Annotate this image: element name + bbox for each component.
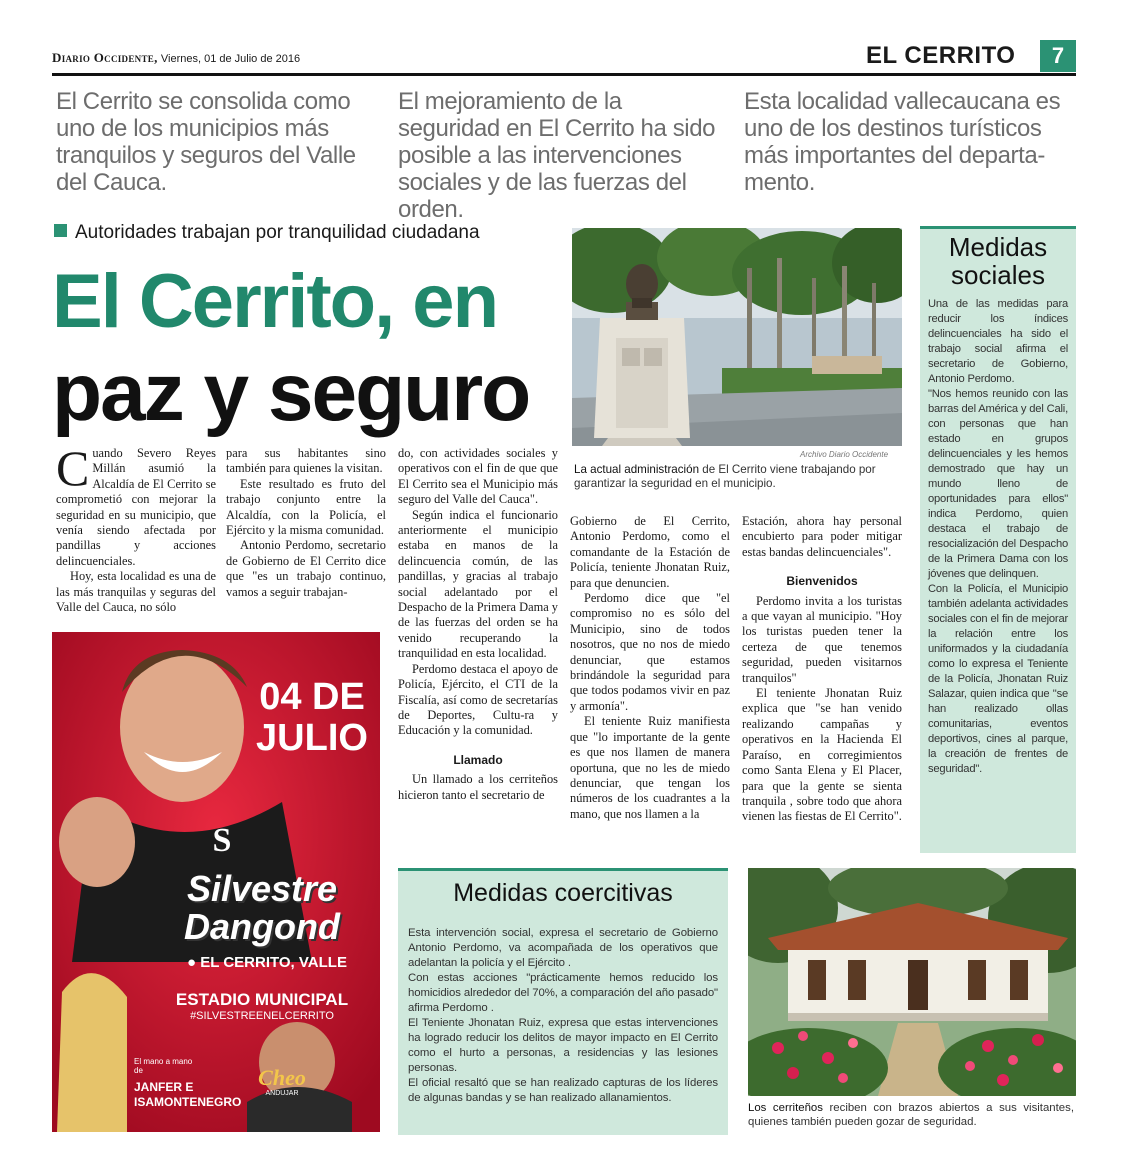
article-column-3: [398, 446, 558, 803]
box-medidas-coercitivas: [398, 868, 728, 1135]
box-paragraph: Con estas acciones "prácticamente hemos reducido los homicidios alrededor del 70%, a comparación del año pasado" afirma Perdomo .: [408, 972, 718, 1014]
article-paragraph: Según indica el funcionario anteriormente el municipio estaba en manos de la delincuencia común, de las pandillas, y gracias al trabajo social adelantado por el Despacho de la Primera Dama y de las fuerzas del orden se ha venido recuperando la tranquilidad en esta localidad.: [398, 507, 558, 661]
ad-brand-logo: Cheo ANDUJAR: [258, 1065, 306, 1097]
page-number: 7: [1040, 40, 1076, 72]
location-pin-icon: ●: [187, 954, 201, 971]
sidebar-paragraph: Una de las medidas para reducir los índices delincuenciales ha sido el trabajo social afirma el secretario de Gobierno, Antonio Perdomo.: [928, 298, 1068, 385]
header-rule: [52, 73, 1076, 76]
concert-advertisement: [52, 632, 380, 1132]
caption-lead: La actual administración: [574, 463, 700, 476]
section-name: EL CERRITO: [866, 42, 1016, 69]
box-paragraph: Esta intervención social, expresa el secretario de Gobierno Antonio Perdomo, va acompañada de los operativos que adelantan la policía y el Ejército .: [408, 927, 718, 969]
box-body: [408, 926, 718, 1106]
headline-line-1: El Cerrito, en: [52, 259, 497, 344]
article-paragraph: do, con actividades sociales y operativos con el fin de que que El Cerrito sea el Municipio más seguro del Valle del Cauca".: [398, 446, 558, 507]
ad-hashtag: #SILVESTREENELCERRITO: [190, 1010, 334, 1022]
subhead-llamado: Llamado: [453, 752, 503, 767]
kicker: [54, 222, 480, 244]
ad-artist-line-1: Silvestre: [186, 868, 338, 909]
headline-line-2: paz y seguro: [52, 347, 530, 438]
article-paragraph: Antonio Perdomo, secretario de Gobierno de El Cerrito dice que "es un trabajo continuo, vamos a seguir trabajan-: [226, 538, 386, 599]
ad-venue: ESTADIO MUNICIPAL: [175, 990, 349, 1009]
sidebar-paragraph: "Nos hemos reunido con las barras del América y del Cali, con personas que han estado en grupos delincuenciales y les hemos demostrado que hay un mundo lleno de oportunidades para ellos" indica Perdomo, quien destaca el trabajo de resocialización del Despacho de la Primera Dama con los jóvenes que delinquen.: [928, 388, 1068, 580]
photo-credit: Archivo Diario Occidente: [800, 450, 889, 459]
kicker-square-icon: [54, 224, 67, 237]
article-paragraph: El teniente Jhonatan Ruiz explica que "se han venido realizando campañas y operativos en la Hacienda El Paraíso, en corregimientos como Santa Elena y El Placer, para que la gente se sienta tranquila , sobre todo que ahora vienen las fiestas de El Cerrito".: [742, 686, 902, 824]
box-paragraph: El oficial resaltó que se han realizado capturas de los líderes de algunas bandas y se han realizado allanamientos.: [408, 1077, 718, 1104]
ad-monogram-icon: S: [212, 822, 232, 859]
article-paragraph: Perdomo destaca el apoyo de Policía, Ejército, el CTI de la Fiscalía, así como de secretarías de Deportes, Cultu-ra y Educación y la comunidad.: [398, 661, 558, 738]
sidebar-body: [928, 297, 1068, 777]
caption-text: reciben con brazos abiertos a sus visitantes, quienes también pueden gozar de seguridad.: [748, 1102, 1074, 1128]
ad-opening-acts: JANFER E ISAMONTENEGRO: [134, 1080, 242, 1109]
ad-location: ● EL CERRITO, VALLE: [187, 954, 347, 971]
article-paragraph: Gobierno de El Cerrito, Antonio Perdomo, como el comandante de la Estación de Policía, teniente Jhonatan Ruiz, para que denuncien.: [570, 514, 730, 590]
article-paragraph: Estación, ahora hay personal encubierto para poder mitigar estas bandas delincuenciales".: [742, 514, 902, 559]
sidebar-paragraph: Con la Policía, el Municipio también adelanta actividades sociales con el fin de mejorar la relación entre los uniformados y la ciudadanía como lo expresa el Teniente de la Policía, Jhonatan Ruiz Salazar, quien indica que "se han realizado ollas comunitarias, eventos deportivos, cines al parque, la creación de frentes de seguridad".: [928, 583, 1068, 775]
deck-2: El mejoramiento de la seguridad en El Cerrito ha sido posible a las intervenciones sociales y de las fuerzas del orden.: [398, 88, 716, 223]
box-title: Medidas coercitivas: [453, 879, 673, 907]
article-paragraph: Perdomo dice que "el compromiso no es sólo del Municipio, sino de todos nosotros, que no nos de miedo denunciar, que estamos brindándole la seguridad para que todos podamos vivir en paz y armonía".: [570, 591, 730, 713]
caption-text: de El Cerrito viene trabajando por garantizar la seguridad en el municipio.: [574, 463, 876, 490]
ad-date-line-2: JULIO: [256, 717, 368, 759]
hacienda-illustration: [748, 868, 1076, 1096]
article-paragraph: Un llamado a los cerriteños hicieron tanto el secretario de: [398, 772, 558, 802]
article-paragraph: Este resultado es fruto del trabajo conjunto entre la Alcaldía, con la Policía, el Ejército y la misma comunidad.: [226, 476, 386, 538]
article-column-1: [56, 440, 216, 615]
ad-artist-line-2: Dangond: [184, 906, 340, 947]
masthead: [52, 50, 300, 66]
article-paragraph: Perdomo invita a los turistas a que vayan al municipio. "Hoy los turistas pueden tener la certeza de que tenemos seguridad, pueden visitarnos tranquilos": [742, 593, 902, 685]
article-column-4: [570, 514, 730, 822]
deck-1: El Cerrito se consolida como uno de los municipios más tranquilos y seguros del Valle del Cauca.: [56, 88, 356, 196]
article-paragraph: Hoy, esta localidad es una de las más tranquilas y seguras del Valle del Cauca, no sólo: [56, 569, 216, 615]
sidebar-title: Medidas sociales: [948, 232, 1048, 290]
ad-date-line-1: 04 DE: [259, 676, 365, 718]
plaza-illustration: [572, 228, 902, 446]
article-paragraph: Cuando Severo Reyes Millán asumió la Alcaldía de El Cerrito se comprometió con mejorar la seguridad en su municipio, que venía siendo afectada por pandillas y acciones delincuenciales.: [56, 440, 216, 568]
sidebar-medidas-sociales: [920, 226, 1076, 853]
deck-3: Esta localidad vallecaucana es uno de los destinos turísticos más importantes del departa-mento.: [744, 88, 1061, 196]
article-column-2: [226, 446, 386, 600]
box-paragraph: El Teniente Jhonatan Ruiz, expresa que estas intervenciones ha logrado reducir los delitos de mayor impacto en El Cerrito como el hurto a personas, a residencias y las lesiones personas.: [408, 1017, 718, 1074]
photo-caption-2: [748, 1101, 1074, 1129]
article-paragraph: para sus habitantes sino también para quienes la visitan.: [226, 446, 386, 476]
article-paragraph: El teniente Ruiz manifiesta que "lo importante de la gente es que nos llamen de manera oportuna, que no les de miedo denunciar, que tengan los números de los cuadrantes a la mano, que nos llamen a la: [570, 714, 730, 821]
subhead-bienvenidos: Bienvenidos: [786, 574, 858, 589]
caption-lead: Los cerriteños: [748, 1102, 823, 1114]
ad-opening-label: El mano a mano de: [134, 1057, 193, 1075]
issue-date: Viernes, 01 de Julio de 2016: [160, 53, 301, 65]
photo-caption-1: [574, 463, 900, 491]
photo-plaza-monument: [572, 228, 902, 446]
photo-hacienda-roses: [748, 868, 1076, 1096]
newspaper-brand: Diario Occidente,: [52, 50, 158, 65]
article-column-5: [742, 514, 902, 825]
drop-cap: C: [56, 440, 90, 496]
kicker-text: Autoridades trabajan por tranquilidad ciudadana: [75, 222, 480, 243]
